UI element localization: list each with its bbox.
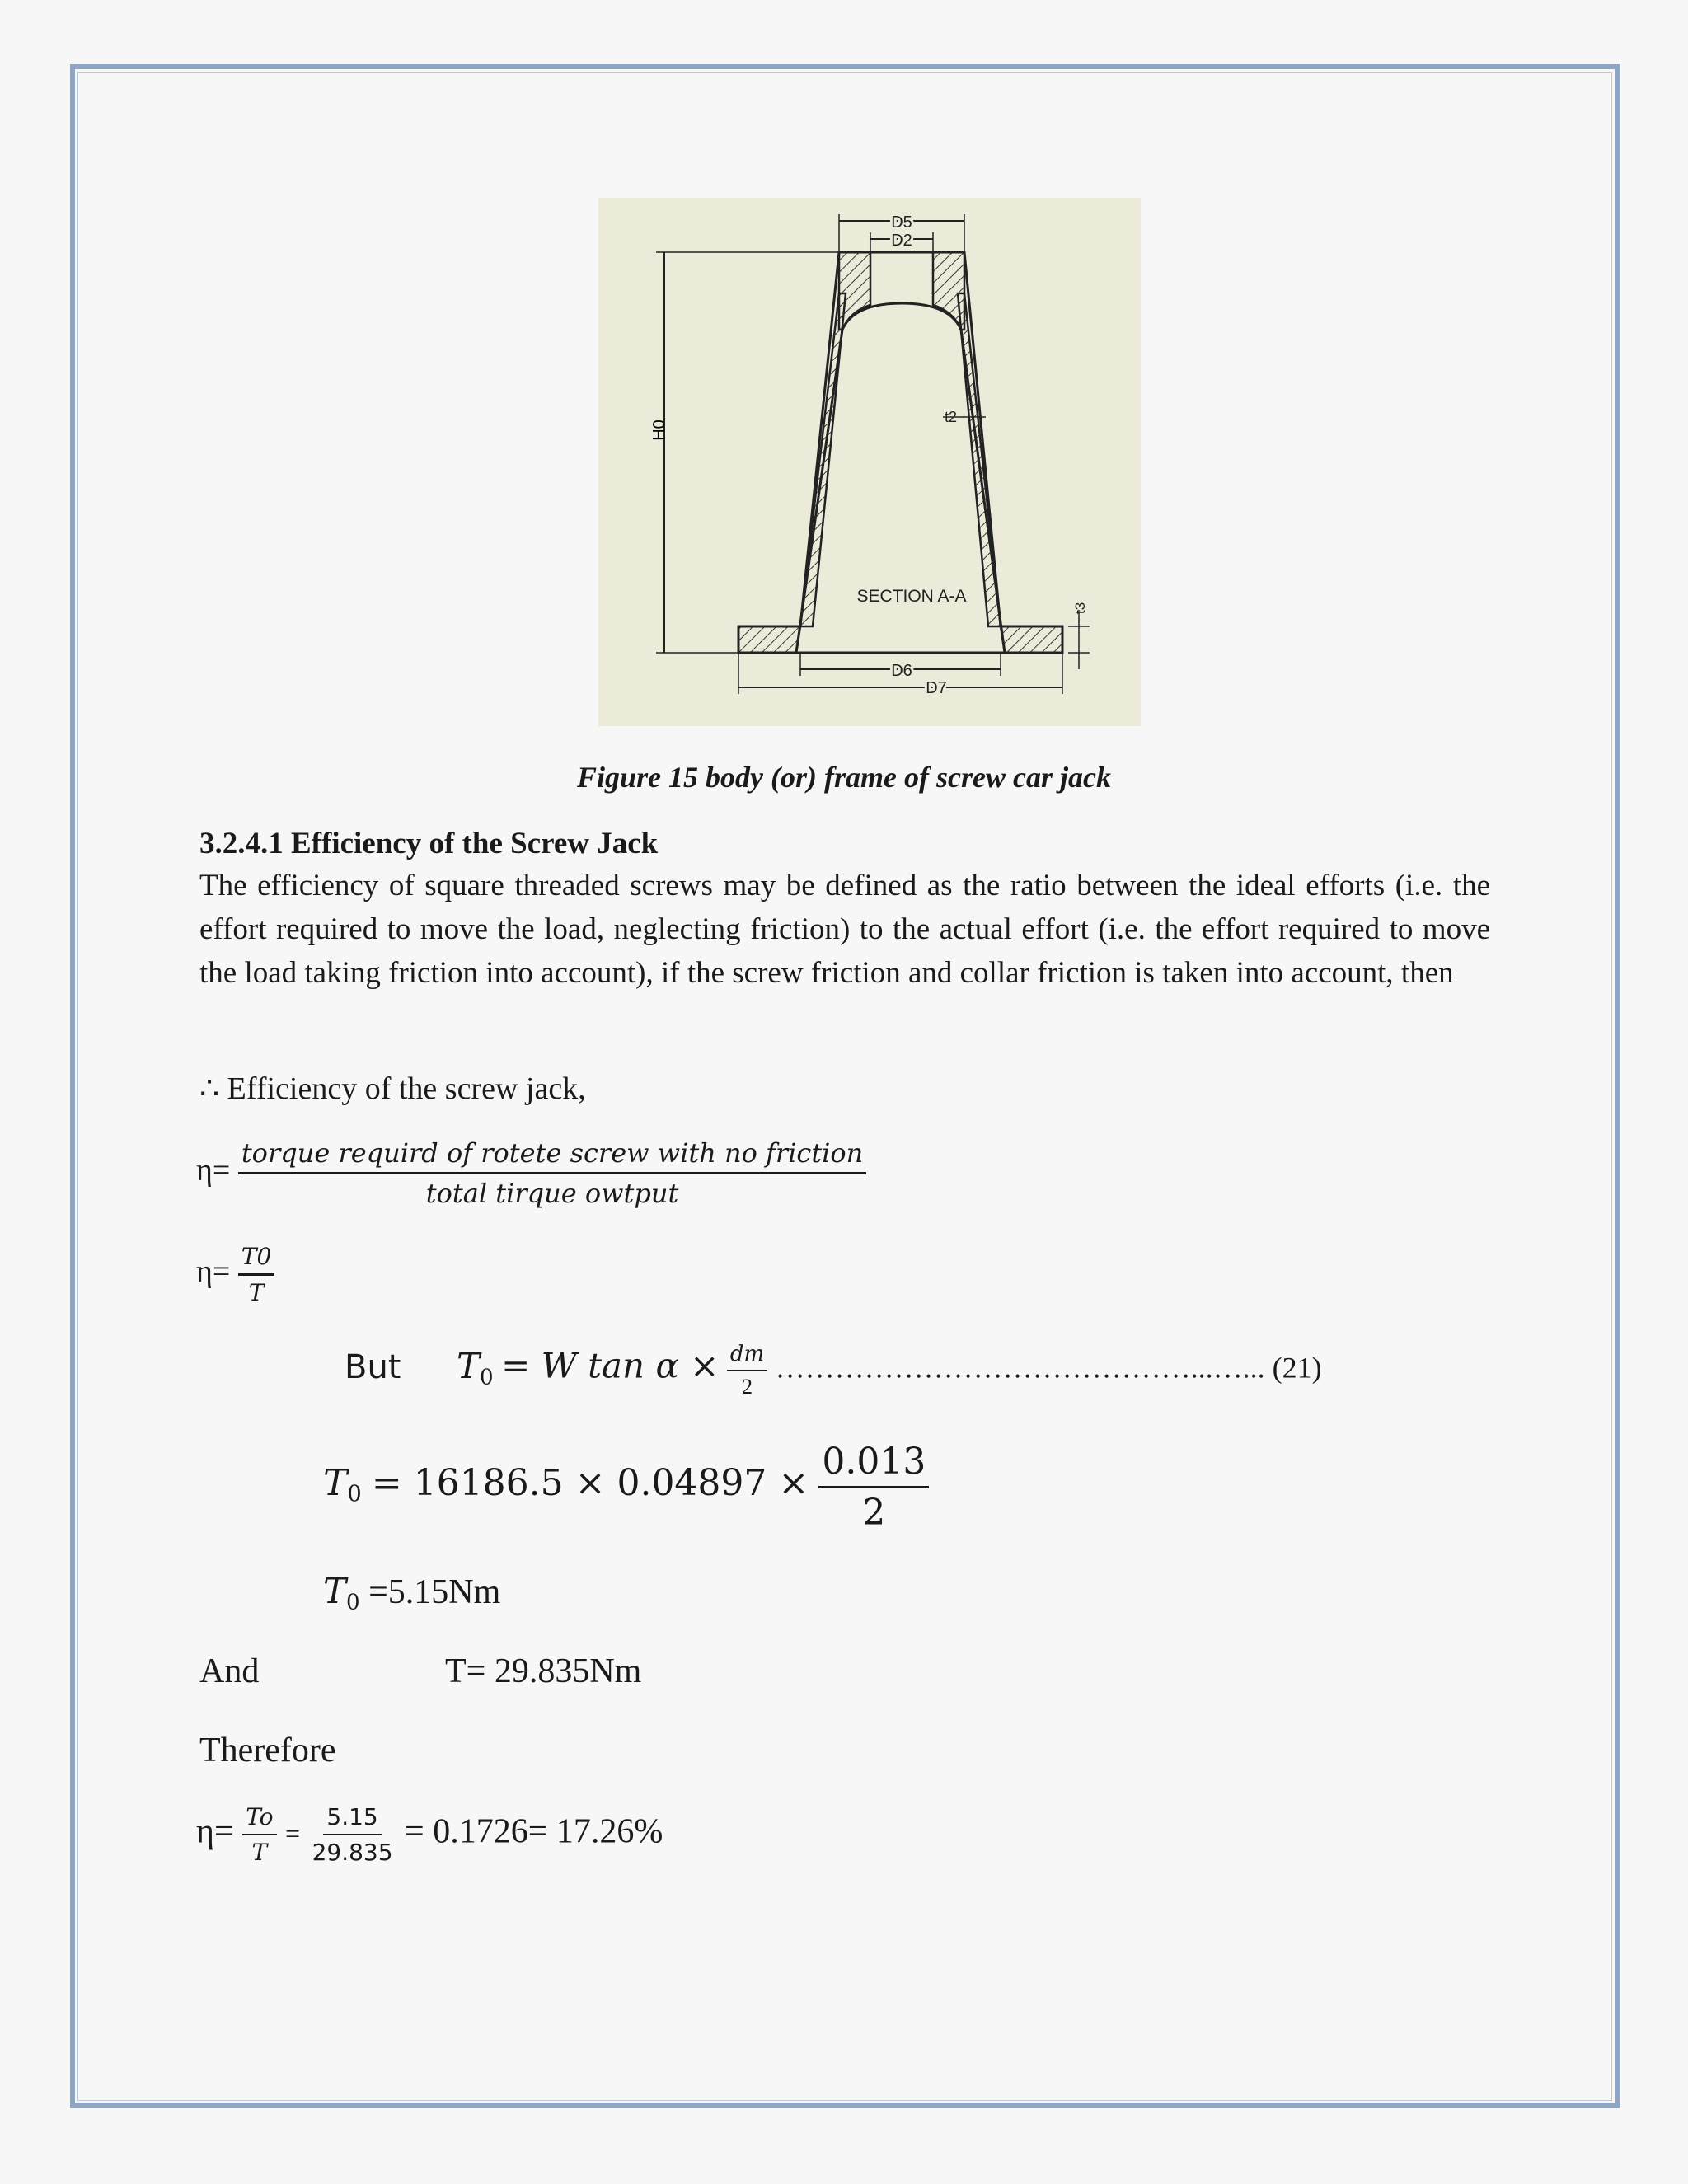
definition-denominator: total tirque owtput	[425, 1178, 679, 1209]
eta-symbol: η=	[196, 1153, 231, 1188]
substitution-denominator: 2	[862, 1492, 886, 1534]
d2-label: D2	[891, 232, 912, 250]
left-flange	[738, 626, 800, 653]
and-word: And	[199, 1652, 260, 1690]
eq21-denominator: 2	[742, 1375, 753, 1399]
t2-label: t2	[945, 409, 958, 425]
equation-efficiency-definition	[196, 1137, 866, 1209]
result-denominator-numeric: 29.835	[312, 1839, 393, 1866]
section-paragraph: The efficiency of square threaded screws may be defined as the ratio between the ideal efforts (i.e. the effort required to move the load, neglecting friction) to the actual effort (i.e. the effort required to move the load taking friction into account), if the screw friction and collar friction is taken into account, then	[199, 869, 1490, 990]
t0-symbol	[323, 1571, 360, 1615]
eta-symbol: η=	[196, 1254, 231, 1290]
eq21-expression: = W tan α ×	[501, 1345, 720, 1386]
result-equals: =	[285, 1818, 301, 1849]
equation-21	[345, 1342, 1322, 1399]
d6-label: D6	[891, 662, 912, 680]
d7-label: D7	[926, 679, 947, 697]
top-right-block	[933, 252, 964, 330]
figure-caption: Figure 15 body (or) frame of screw car jack	[577, 761, 1111, 794]
equation-efficiency-result	[196, 1803, 663, 1866]
equation-t0-result	[323, 1571, 500, 1615]
t0-value: =5.15Nm	[368, 1573, 501, 1611]
t0-symbol	[323, 1462, 362, 1507]
ratio-fraction	[238, 1243, 275, 1306]
t-value: T= 29.835Nm	[445, 1652, 642, 1690]
substitution-expression: = 16186.5 × 0.04897 ×	[371, 1462, 809, 1504]
but-word: But	[345, 1347, 401, 1386]
ratio-numerator: T0	[238, 1243, 275, 1276]
eta-symbol: η=	[196, 1812, 234, 1851]
equation-efficiency-ratio	[196, 1243, 274, 1306]
section-heading: 3.2.4.1 Efficiency of the Screw Jack	[199, 827, 659, 860]
t0-base: T	[456, 1345, 480, 1386]
t3-label: t3	[1072, 602, 1088, 614]
eq21-leader-and-number: ……………………………………...…... (21)	[775, 1351, 1322, 1385]
ratio-denominator: T	[248, 1279, 265, 1306]
frame-drawing	[598, 198, 1141, 726]
efficiency-intro: ∴ Efficiency of the screw jack,	[199, 1071, 586, 1106]
d5-label: D5	[891, 213, 912, 232]
substitution-fraction	[818, 1441, 929, 1534]
t0-subscript: 0	[347, 1481, 362, 1507]
t0-base: T	[323, 1462, 348, 1504]
eq21-numerator: dm	[727, 1342, 767, 1371]
h0-label: H0	[650, 419, 668, 441]
figure-screw-jack-body	[598, 198, 1141, 726]
substitution-numerator: 0.013	[818, 1441, 929, 1488]
definition-fraction	[238, 1137, 866, 1209]
result-fraction-numeric	[309, 1803, 396, 1866]
section-label: SECTION A-A	[856, 587, 967, 606]
result-numerator-numeric: 5.15	[323, 1803, 381, 1835]
equation-t0-substitution	[323, 1441, 929, 1534]
result-value: = 0.1726= 17.26%	[405, 1812, 663, 1851]
result-numerator-symbolic: To	[242, 1803, 276, 1835]
eq21-fraction	[727, 1342, 767, 1399]
result-fraction-symbolic	[242, 1803, 276, 1866]
top-left-block	[839, 252, 870, 330]
t0-symbol	[456, 1345, 494, 1390]
t0-base: T	[323, 1571, 347, 1611]
t0-subscript: 0	[480, 1365, 494, 1390]
t0-subscript: 0	[346, 1590, 360, 1615]
result-denominator-symbolic: T	[251, 1839, 268, 1866]
definition-numerator: torque requird of rotete screw with no friction	[238, 1137, 866, 1174]
right-flange	[1001, 626, 1062, 653]
therefore-word: Therefore	[199, 1732, 336, 1769]
